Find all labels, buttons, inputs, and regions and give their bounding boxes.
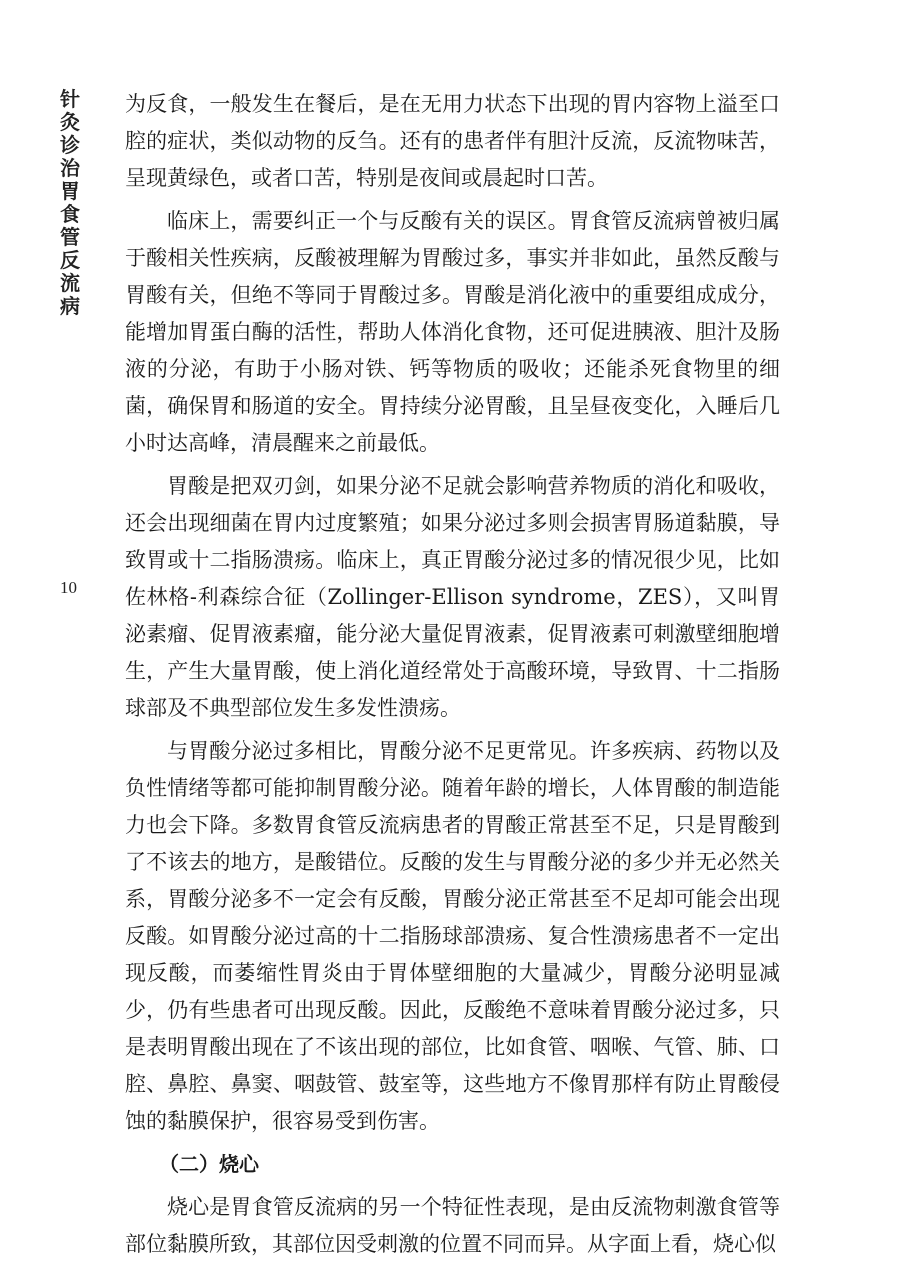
paragraph-3: 胃酸是把双刃剑，如果分泌不足就会影响营养物质的消化和吸收，还会出现细菌在胃内过度繁殖；如果分泌过多则会损害胃肠道黏膜，导致胃或十二指肠溃疡。临床上，真正胃酸分泌过多的情况很少见，比如佐林格-利森综合征（Zollinger-Ellison syndrome，ZES），又叫胃泌素瘤、促胃液素瘤，能分泌大量促胃液素，促胃液素可刺激壁细胞增生，产生大量胃酸，使上消化道经常处于高酸环境，导致胃、十二指肠球部及不典型部位发生多发性溃疡。 <box>125 474 780 720</box>
running-title: 针灸诊治胃食管反流病 <box>60 87 80 318</box>
paragraph-2: 临床上，需要纠正一个与反酸有关的误区。胃食管反流病曾被归属于酸相关性疾病，反酸被理解为胃酸过多，事实并非如此，虽然反酸与胃酸有关，但绝不等同于胃酸过多。胃酸是消化液中的重要组成成分，能增加胃蛋白酶的活性，帮助人体消化食物，还可促进胰液、胆汁及肠液的分泌，有助于小肠对铁、钙等物质的吸收；还能杀死食物里的细菌，确保胃和肠道的安全。胃持续分泌胃酸，且呈昼夜变化，入睡后几小时达高峰，清晨醒来之前最低。 <box>125 209 780 455</box>
paragraph-4: 与胃酸分泌过多相比，胃酸分泌不足更常见。许多疾病、药物以及负性情绪等都可能抑制胃酸分泌。随着年龄的增长，人体胃酸的制造能力也会下降。多数胃食管反流病患者的胃酸正常甚至不足，只是胃酸到了不该去的地方，是酸错位。反酸的发生与胃酸分泌的多少并无必然关系，胃酸分泌多不一定会有反酸，胃酸分泌正常甚至不足却可能会出现反酸。如胃酸分泌过高的十二指肠球部溃疡、复合性溃疡患者不一定出现反酸，而萎缩性胃炎由于胃体壁细胞的大量减少，胃酸分泌明显减少，仍有些患者可出现反酸。因此，反酸绝不意味着胃酸分泌过多，只是表明胃酸出现在了不该出现的部位，比如食管、咽喉、气管、肺、口腔、鼻腔、鼻窦、咽鼓管、鼓室等，这些地方不像胃那样有防止胃酸侵蚀的黏膜保护，很容易受到伤害。 <box>125 739 780 1133</box>
page-body <box>125 86 780 1269</box>
section-heading: （二）烧心 <box>159 1152 259 1176</box>
paragraph-1: 为反食，一般发生在餐后，是在无用力状态下出现的胃内容物上溢至口腔的症状，类似动物的反刍。还有的患者伴有胆汁反流，反流物味苦，呈现黄绿色，或者口苦，特别是夜间或晨起时口苦。 <box>125 92 780 190</box>
page-number: 10 <box>60 578 77 597</box>
paragraph-5: 烧心是胃食管反流病的另一个特征性表现，是由反流物刺激食管等部位黏膜所致，其部位因受刺激的位置不同而异。从字面上看，烧心似 <box>125 1195 780 1256</box>
